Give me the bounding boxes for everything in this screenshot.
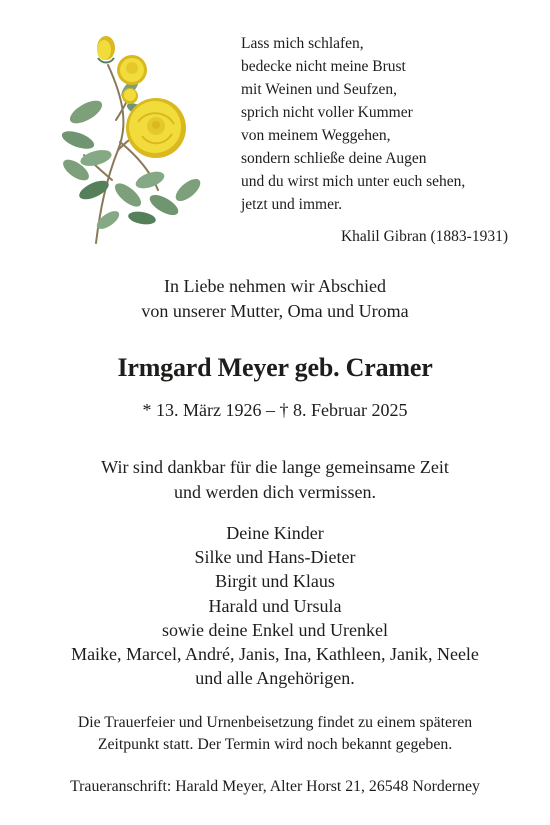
mourners-list xyxy=(0,521,550,690)
poem-line: Lass mich schlafen, xyxy=(241,35,364,52)
deceased-name: Irmgard Meyer geb. Cramer xyxy=(117,353,433,382)
intro-line: von unserer Mutter, Oma und Uroma xyxy=(141,301,409,321)
small-rose xyxy=(117,55,147,85)
funeral-notice xyxy=(0,712,550,756)
poem-line: sprich nicht voller Kummer xyxy=(241,104,413,121)
thanks-line: und werden dich vermissen. xyxy=(174,482,376,502)
notice-line: Zeitpunkt statt. Der Termin wird noch bekannt gegeben. xyxy=(97,736,453,753)
mourners-line: sowie deine Enkel und Urenkel xyxy=(162,619,388,640)
large-rose xyxy=(126,98,186,158)
poem-line: mit Weinen und Seufzen, xyxy=(241,81,398,98)
mourning-address: Traueranschrift: Harald Meyer, Alter Horst 21, 26548 Norderney xyxy=(70,778,480,795)
mourners-line: Deine Kinder xyxy=(226,523,324,543)
thanks-text xyxy=(0,455,550,505)
thanks-line: Wir sind dankbar für die lange gemeinsame Zeit xyxy=(101,457,449,477)
mourners-line: Harald und Ursula xyxy=(208,595,342,616)
mourners-line: und alle Angehörigen. xyxy=(195,668,355,689)
poem-line: bedecke nicht meine Brust xyxy=(241,58,406,75)
poem-line: sondern schließe deine Augen xyxy=(241,150,427,167)
poem xyxy=(241,32,531,216)
mourners-line: Maike, Marcel, André, Janis, Ina, Kathleen, Janik, Neele xyxy=(71,644,479,665)
intro-line: In Liebe nehmen wir Abschied xyxy=(164,276,386,296)
poem-line: und du wirst mich unter euch sehen, xyxy=(241,173,466,190)
mourners-line: Silke und Hans-Dieter xyxy=(194,547,356,568)
poem-line: jetzt und immer. xyxy=(241,196,343,213)
life-dates: * 13. März 1926 – † 8. Februar 2025 xyxy=(142,400,408,420)
notice-line: Die Trauerfeier und Urnenbeisetzung findet zu einem späteren xyxy=(77,714,473,731)
poem-line: von meinem Weggehen, xyxy=(241,127,391,144)
poem-attribution: Khalil Gibran (1883-1931) xyxy=(340,228,508,245)
rose-bud xyxy=(97,36,115,63)
farewell-intro xyxy=(0,274,550,324)
rose-bud-2 xyxy=(122,88,138,104)
yellow-rose-illustration xyxy=(58,30,218,245)
mourners-line: Birgit und Klaus xyxy=(215,571,335,592)
